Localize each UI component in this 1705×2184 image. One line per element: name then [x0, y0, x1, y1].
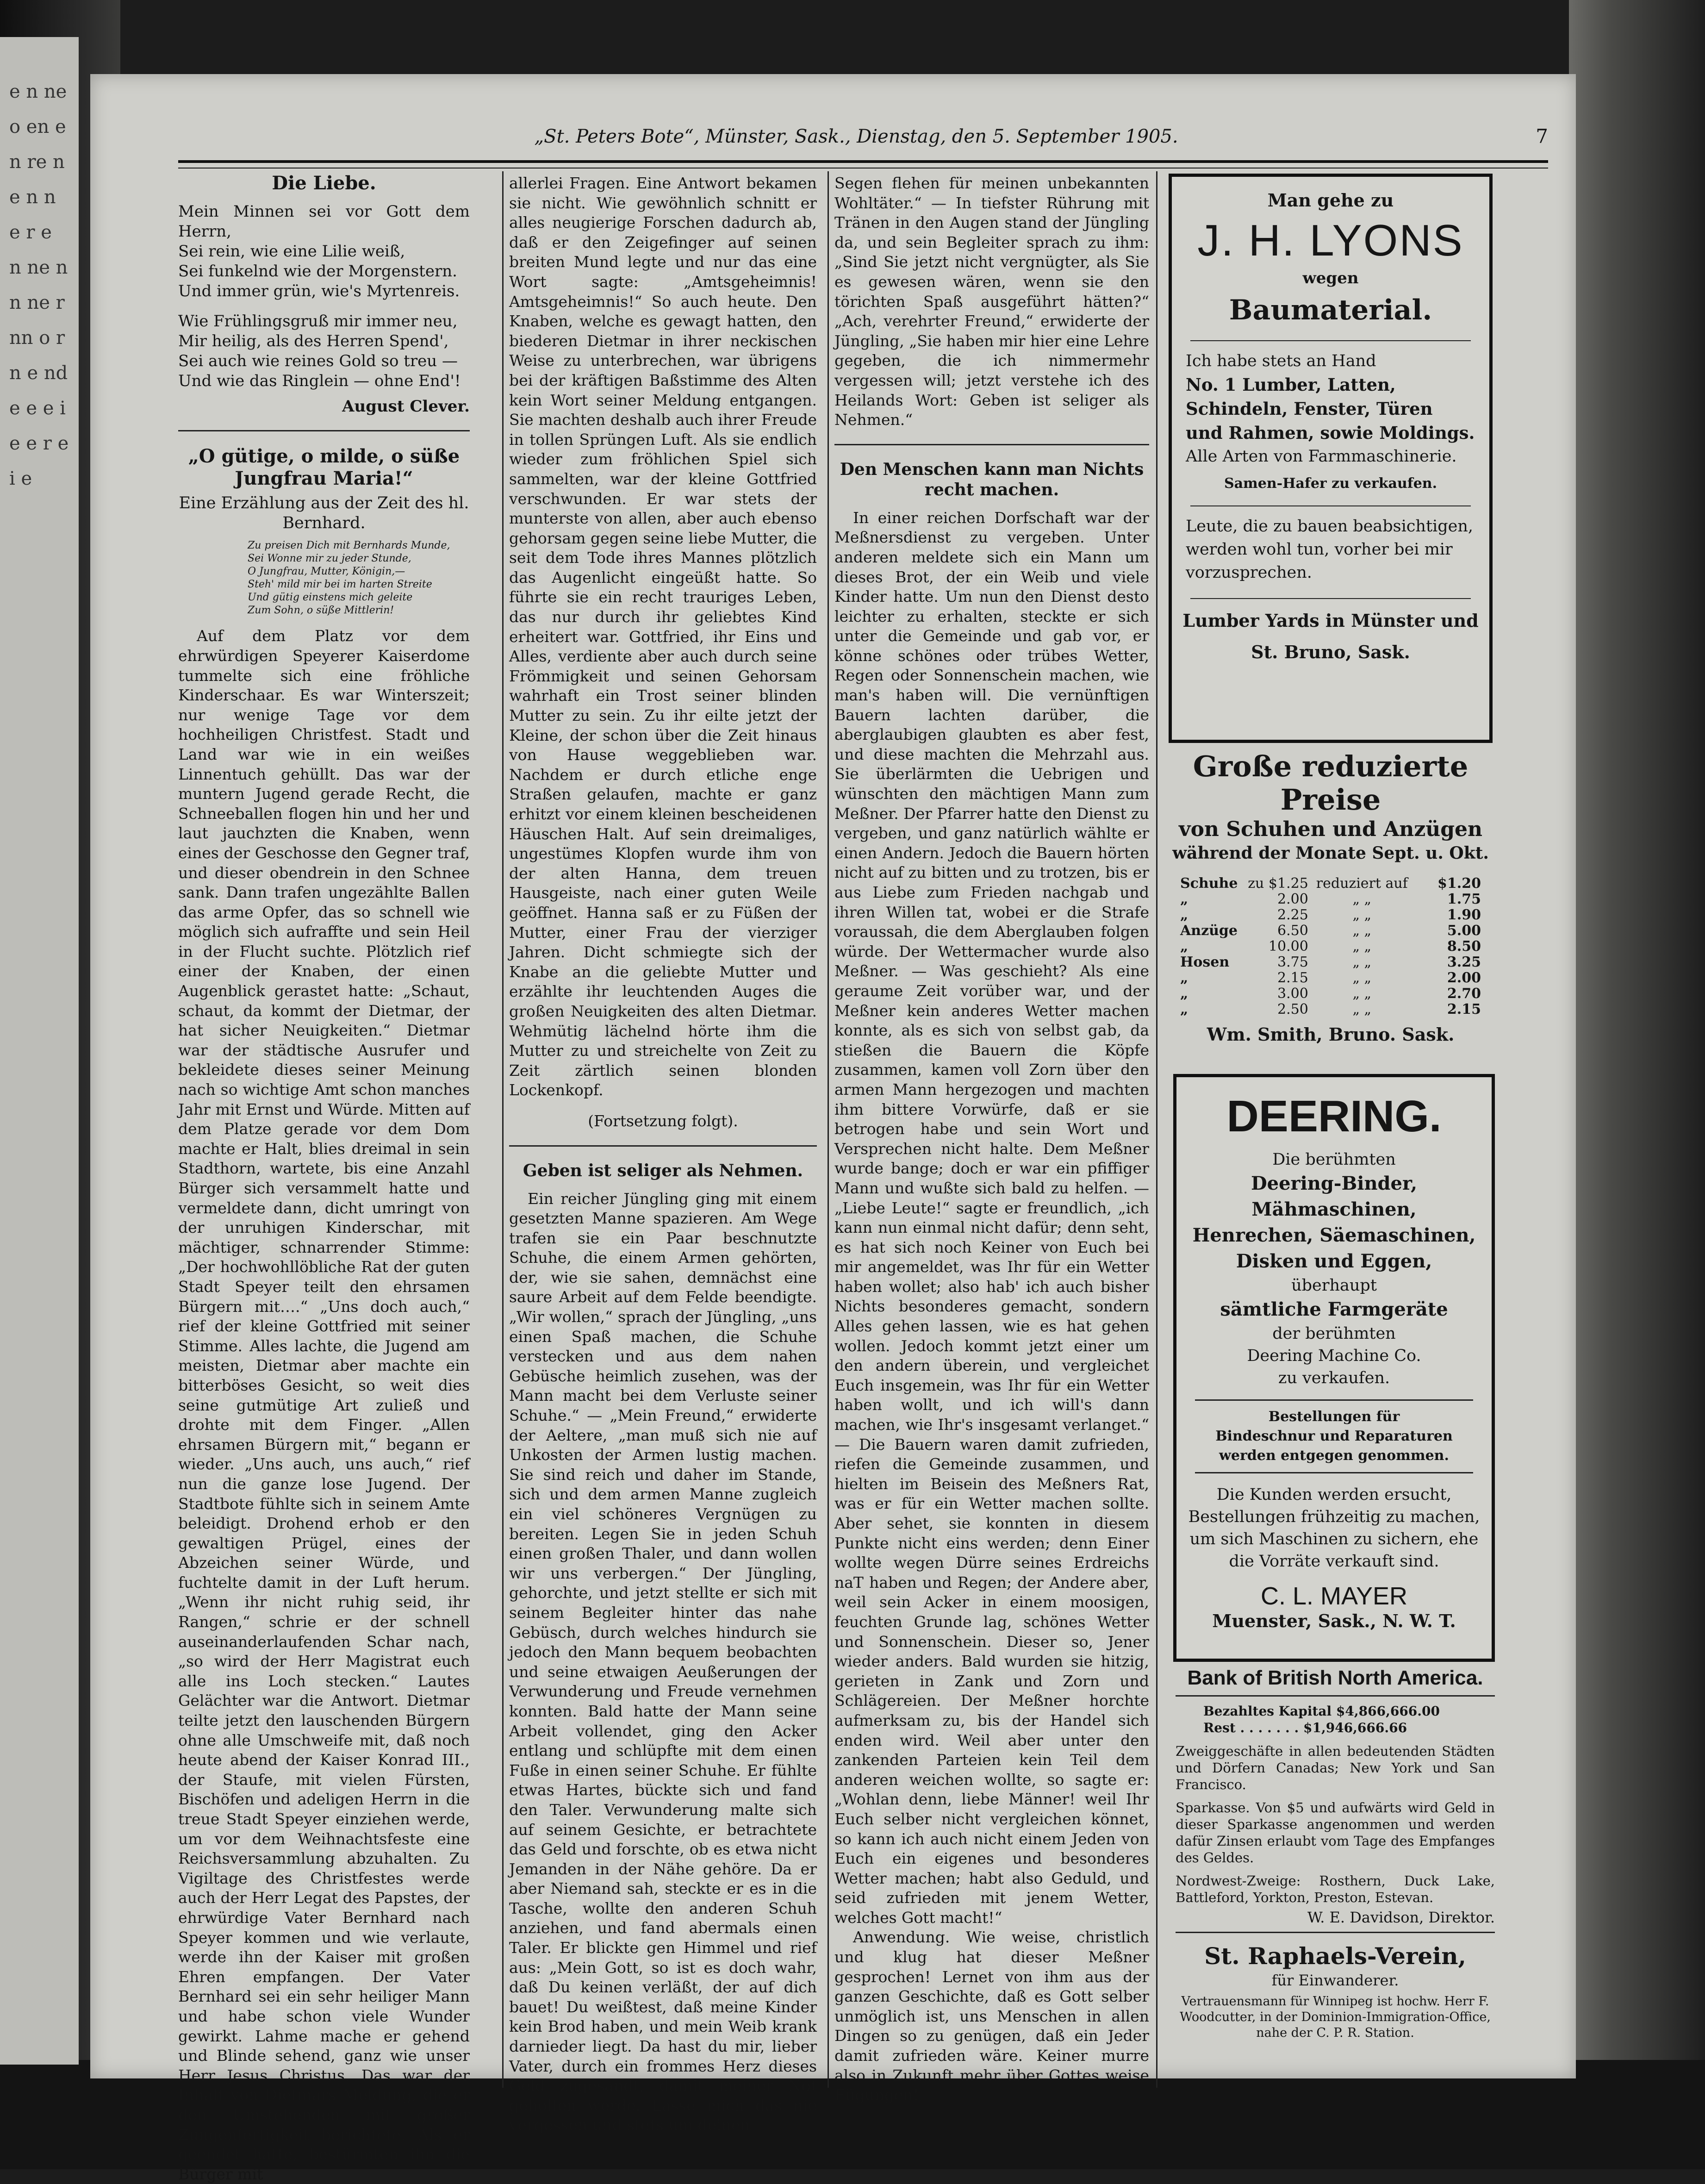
- price-to: 2.15: [1447, 1001, 1481, 1017]
- price-from: zu $1.25: [1248, 875, 1308, 892]
- divider: [834, 444, 1149, 445]
- price-to: 3.25: [1447, 954, 1481, 970]
- deering-title: DEERING.: [1226, 1092, 1442, 1141]
- lyons-yards: Lumber Yards in Münster und: [1182, 610, 1479, 631]
- price-from: 2.15: [1277, 970, 1308, 986]
- deering-orders-box: [1195, 1399, 1473, 1473]
- table-row: [1180, 923, 1481, 939]
- prices-advertisement: [1169, 750, 1493, 1045]
- divider: [178, 430, 470, 431]
- divider: [1190, 598, 1471, 599]
- poem-line: Wie Frühlingsgruß mir immer neu,: [178, 312, 458, 331]
- book-pages-right: [1569, 0, 1705, 2169]
- price-item: „: [1180, 970, 1189, 986]
- price-from: 6.50: [1277, 923, 1308, 939]
- lyons-oats: Samen-Hafer zu verkaufen.: [1224, 475, 1437, 492]
- column-divider: [828, 171, 829, 2088]
- deering-box-line: werden entgegen genommen.: [1219, 1448, 1449, 1464]
- lyons-items: Schindeln, Fenster, Türen: [1186, 399, 1433, 419]
- deering-dealer: C. L. MAYER: [1260, 1582, 1408, 1610]
- table-row: [1180, 907, 1481, 923]
- lyons-items: No. 1 Lumber, Latten,: [1186, 374, 1396, 395]
- deering-line: Deering Machine Co.: [1247, 1347, 1421, 1365]
- bank-savings: Sparkasse. Von $5 und aufwärts wird Geld in dieser Sparkasse angenommen und werden dafür Zinsen erlaubt vom Tage des Empfanges des Geldes.: [1176, 1800, 1495, 1866]
- article-title: Den Menschen kann man Nichts recht machen.: [840, 459, 1144, 499]
- prices-headline: Große reduzierte Preise: [1193, 749, 1469, 817]
- deering-line: Disken und Eggen,: [1236, 1250, 1432, 1272]
- verein-text: Vertrauensmann für Winnipeg ist hochw. Herr F. Woodcutter, in der Dominion-Immigration-Office, nahe der C. P. R. Station.: [1180, 1994, 1491, 2040]
- deering-body: [1176, 1148, 1492, 1389]
- poem-line: Und wie das Ringlein — ohne End'!: [178, 371, 461, 390]
- header-rule: [178, 160, 1548, 168]
- lyons-items: und Rahmen, sowie Moldings.: [1186, 423, 1475, 443]
- price-mid: „ „: [1352, 986, 1372, 1002]
- article-title: Geben ist seliger als Nehmen.: [523, 1161, 803, 1180]
- story-subtitle: Eine Erzählung aus der Zeit des hl. Bernhard.: [179, 494, 469, 532]
- deering-advertisement: [1173, 1074, 1495, 1662]
- deering-note: Die Kunden werden ersucht, Bestellungen frühzeitig zu machen, um sich Maschinen zu sichern, ehe die Vorräte verkauft sind.: [1188, 1485, 1480, 1571]
- price-item: Hosen: [1180, 954, 1230, 970]
- article-body: Ein reicher Jüngling ging mit einem gesetzten Manne spazieren. Am Wege trafen sie ein Paar beschnutzte Schuhe, die einem Armen gehörten, der, wie sie sahen, demnächst eine saure Arbeit auf dem Felde beendigte. „Wir wollen,“ sprach der Jüngling, „uns einen Spaß machen, die Schuhe verstecken und aus dem nahen Gebüsche heimlich zusehen, was der Mann macht bei dem Verluste seiner Schuhe.“ — „Mein Freund,“ erwiderte der Aeltere, „man muß sich nie auf Unkosten der Armen lustig machen. Sie sind reich und daher im Stande, sich und dem armen Manne zugleich ein viel schöneres Vergnügen zu bereiten. Legen Sie in jeden Schuh einen großen Thaler, und dann wollen wir uns verbergen.“ Der Jüngling, gehorchte, und jetzt stellte er sich mit seinem Begleiter hinter das nahe Gebüsch, durch welches hindurch sie jedoch den Mann bequem beobachten und seine etwaigen Aeußerungen der Verwunderung und Freude vernehmen konnten. Bald hatte der Mann seine Arbeit vollendet, ging den Acker entlang und schlüpfte mit dem einen Fuße in einen seiner Schuhe. Er fühlte etwas Hartes, bückte sich und fand den Taler. Verwunderung malte sich auf seinem Gesichte, er betrachtete das Geld und forschte, ob es etwa nicht Jemanden in der Nähe gehöre. Da er aber Niemand sah, steckte er es in die Tasche, wollte den anderen Schuh anziehen, und fand abermals einen Taler. Er blickte gen Himmel und rief aus: „Mein Gott, so ist es doch wahr, daß Du keinen verläßt, der auf dich bauet! Du weißtest, daß meine Kinder kein Brod haben, und mein Weib krank darnieder liegt. Da hast du mir, lieber Vater, durch ein frommes Herz dieses Geld zugesandt, damit meiner Not geholfen werde. Lasse mich das nie vergessen und stets um deinen: [509, 1189, 817, 2134]
- table-row: [1180, 970, 1481, 986]
- article-application: Anwendung. Wie weise, christlich und klug hat dieser Meßner gesprochen! Lernet von ihm aus der ganzen Geschichte, daß es Gott selber unmöglich ist, uns Menschen in allen Dingen so zu genügen, daß ein Jeder damit zufrieden wäre. Keiner murre also in Zukunft mehr über Gottes weise Fügungen!: [834, 1928, 1149, 2104]
- divider: [1190, 340, 1471, 341]
- masthead: „St. Peters Bote“, Münster, Sask., Dienstag, den 5. September 1905.: [534, 126, 1178, 147]
- table-row: [1180, 986, 1481, 1002]
- table-row: [1180, 939, 1481, 955]
- price-item: „: [1180, 891, 1189, 907]
- deering-line: Die berühmten: [1272, 1150, 1396, 1169]
- price-from: 10.00: [1268, 938, 1308, 955]
- price-mid: „ „: [1352, 1001, 1372, 1017]
- price-mid: „ „: [1352, 923, 1372, 939]
- bank-capital: Bezahltes Kapital $4,866,666.00: [1203, 1704, 1440, 1719]
- deering-line: zu verkaufen.: [1278, 1369, 1390, 1387]
- poem-line: Und immer grün, wie's Myrtenreis.: [178, 281, 460, 300]
- deering-line: überhaupt: [1291, 1276, 1377, 1295]
- poem-line: Sei funkelnd wie der Morgenstern.: [178, 262, 457, 281]
- verein-subtitle: für Einwanderer.: [1271, 1972, 1399, 1989]
- table-row: [1180, 955, 1481, 970]
- price-to: 8.50: [1447, 938, 1481, 955]
- lyons-intro: Ich habe stets an Hand: [1186, 352, 1376, 370]
- price-mid: „ „: [1352, 970, 1372, 986]
- table-row: [1180, 876, 1481, 892]
- poem-line: Mein Minnen sei vor Gott dem Herrn,: [178, 202, 470, 241]
- verein-title: St. Raphaels-Verein,: [1204, 1942, 1466, 1970]
- prices-footer: Wm. Smith, Bruno. Sask.: [1207, 1024, 1455, 1045]
- table-row: [1180, 1002, 1481, 1017]
- previous-page-edge: [0, 37, 79, 2065]
- poem-line: Sei auch wie reines Gold so treu —: [178, 351, 458, 370]
- price-mid: „ „: [1352, 938, 1372, 955]
- column-2: [509, 174, 817, 2135]
- story-title: „O gütige, o milde, o süße Jungfrau Maria!“: [188, 445, 460, 490]
- lyons-items: Alle Arten von Farmmaschinerie.: [1186, 447, 1457, 466]
- column-3: [834, 174, 1149, 2105]
- price-from: 2.00: [1277, 891, 1308, 907]
- price-to: 1.75: [1447, 891, 1481, 907]
- poem-title: Die Liebe.: [272, 172, 376, 194]
- deering-box-line: Bestellungen für: [1268, 1409, 1400, 1425]
- deering-line: Henrechen, Säemaschinen,: [1192, 1224, 1476, 1246]
- price-to: 2.70: [1447, 986, 1481, 1002]
- price-from: 3.00: [1277, 986, 1308, 1002]
- lyons-wegen: wegen: [1302, 269, 1359, 287]
- bank-branches: Zweiggeschäfte in allen bedeutenden Städten und Dörfern Canadas; New York und San Francisco.: [1176, 1743, 1495, 1792]
- price-item: „: [1180, 1001, 1189, 1017]
- prices-table: [1180, 876, 1481, 1017]
- divider: [1176, 1932, 1495, 1933]
- column-1: [178, 174, 470, 2184]
- price-mid: „ „: [1352, 907, 1372, 923]
- story-motto: Zu preisen Dich mit Bernhards Munde, Sei Wonne mir zu jeder Stunde, O Jungfrau, Mutter, Königin,— Steh' mild mir bei im harten Streite Und gütig einstens mich geleite Zum Sohn, o süße Mittlerin!: [248, 540, 450, 617]
- page-number: 7: [1536, 125, 1548, 148]
- price-item: „: [1180, 986, 1189, 1002]
- price-item: „: [1180, 938, 1189, 955]
- bank-advertisement: [1176, 1666, 1495, 2041]
- lyons-yards: St. Bruno, Sask.: [1251, 642, 1410, 662]
- bank-title: Bank of British North America.: [1187, 1666, 1483, 1689]
- previous-page-text: e n ne o en en re ne n n e r e n ne n n ne r nn o r n e nd e e e i e e r e i e: [9, 81, 69, 489]
- poem-author: August Clever.: [342, 397, 470, 416]
- article-continued: Segen flehen für meinen unbekannten Wohltäter.“ — In tiefster Rührung mit Tränen in den Augen stand der Jüngling da, und sein Begleiter sprach zu ihm: „Sind Sie jetzt nicht vergnügter, als Sie es gewesen wären, wenn sie den törichten Spaß ausgeführt hätten?“ „Ach, verehrter Freund,“ erwiderte der Jüngling, „Sie haben mir hier eine Lehre gegeben, die ich nimmermehr vergessen will; jetzt verstehe ich des Heilands Wort: Geben ist seliger als Nehmen.“: [834, 174, 1149, 429]
- poem-line: Mir heilig, als des Herren Spend',: [178, 331, 449, 350]
- price-to: 5.00: [1447, 923, 1481, 939]
- deering-city: Muenster, Sask., N. W. T.: [1212, 1610, 1456, 1631]
- deering-line: sämtliche Farmgeräte: [1220, 1298, 1448, 1320]
- divider: [1176, 1695, 1495, 1697]
- deering-box-line: Bindeschnur und Reparaturen: [1215, 1428, 1453, 1444]
- newspaper-page: [90, 74, 1576, 2183]
- divider: [1190, 505, 1471, 506]
- price-mid: „ „: [1352, 954, 1372, 970]
- price-item: Schuhe: [1180, 875, 1238, 892]
- price-item: „: [1180, 907, 1189, 923]
- deering-line: Deering-Binder, Mähmaschinen,: [1251, 1173, 1418, 1220]
- bank-northwest: Nordwest-Zweige: Rosthern, Duck Lake, Battleford, Yorkton, Preston, Estevan.: [1176, 1873, 1495, 1905]
- article-body: In einer reichen Dorfschaft war der Meßnersdienst zu vergeben. Unter anderen meldete sich ein Mann um dieses Brot, der ein Weib und viele Kinder hatte. Um nun den Dienst desto leichter zu erhalten, steckte er sich unter die Gemeinde und gab vor, er könne schönes oder trübes Wetter, Regen oder Sonnenschein machen, wie man's haben will. Die vernünftigen Bauern lachten darüber, die aberglaubigen glaubten es aber fest, und diese machten die Mehrzahl aus. Sie überlärmten die Uebrigen und wünschten den mächtigen Mann zum Meßner. Der Pfarrer hatte den Dienst zu vergeben, und ganz natürlich wählte er einen Andern. Jedoch die Bauern hörten nicht auf zu bitten und zu trotzen, bis er aus Liebe zum Frieden nachgab und ihren Willen tat, wobei er die Strafe voraussah, die dem Aberglauben folgen würde. Der Wettermacher wurde also Meßner. — Was geschieht? Als eine geraume Zeit vorüber war, und der Meßner kein anderes Wetter machen konnte, als es sich von selbst gab, da stießen die Bauern die Köpfe zusammen, kamen voll Zorn über den armen Mann hergezogen und machten ihm bittere Vorwürfe, daß er sie betrogen habe und sein Wort und Versprechen nicht halte. Dem Meßner wurde bange; doch er war ein pfiffiger Mann und wußte sich bald zu helfen. — „Liebe Leute!“ sagte er freundlich, „ich kann nun einmal nicht dafür; denn seht, es hat sich noch Keiner von Euch bei mir angemeldet, was Ihr für ein Wetter haben wollet; also hab' ich auch bisher Nichts besonderes gemacht, sondern Alles gehen lassen, wie es hat gehen wollen. Jedoch kommt jetzt einer um den andern überein, und vergleichet Euch insgemein, was Ihr für ein Wetter haben wollt, und ich will's dann machen, wie Ihr's insgesamt verlanget.“ — Die Bauern waren damit zufrieden, riefen die Gemeinde zusammen, und hielten im Beisein des Meßners Rat, was er für ein Wetter machen sollte. Aber sehet, sie konnten in diesem Punkte nicht eins werden; denn Einer wollte wegen Dürre seines Erdreichs naT haben und Regen; der Andere aber, weil sein Acker in einem moosigen, feuchten Grunde lag, schönes Wetter und Sonnenschein. Dieser so, Jener wieder anders. Bald wurden sie hitzig, gerieten in Zank und Zorn und Schlägereien. Der Meßner horchte aufmerksam zu, bis der Handel sich enden wird. Weil aber unter den zankenden Parteien kein Teil dem anderen weichen wollte, so sagte er: „Wohlan denn, liebe Männer! weil Ihr Euch selber nicht vergleichen könnet, so kann ich auch nicht einem Jeden von Euch ein eigenes und besonderes Wetter machen; habt also Geduld, und seid zufrieden mit jenem Wetter, welches Gott macht!“: [834, 508, 1149, 1927]
- price-from: 2.50: [1277, 1001, 1308, 1017]
- column-divider: [1156, 171, 1157, 2088]
- price-from: 3.75: [1277, 954, 1308, 970]
- bank-rest: Rest . . . . . . . $1,946,666.66: [1203, 1720, 1407, 1735]
- price-to: $1.20: [1437, 875, 1481, 892]
- bank-signature: W. E. Davidson, Direktor.: [1307, 1909, 1495, 1926]
- lyons-name: J. H. LYONS: [1197, 216, 1464, 265]
- prices-subheadline: von Schuhen und Anzügen: [1179, 817, 1482, 841]
- lyons-advertisement: [1169, 174, 1493, 743]
- column-divider: [502, 171, 504, 2088]
- to-be-continued: (Fortsetzung folgt).: [588, 1111, 738, 1130]
- price-item: Anzüge: [1180, 923, 1238, 939]
- price-to: 2.00: [1447, 970, 1481, 986]
- divider: [509, 1145, 817, 1147]
- poem-line: Sei rein, wie eine Lilie weiß,: [178, 242, 405, 261]
- story-continued: allerlei Fragen. Eine Antwort bekamen sie nicht. Wie gewöhnlich schnitt er alles neugierige Forschen dadurch ab, daß er den Zeigefinger auf seinen breiten Mund legte und nur das eine Wort sagte: „Amtsgeheimnis! Amtsgeheimnis!“ So auch heute. Den Knaben, welche es gewagt hatten, den biederen Dietmar in ihrer neckischen Weise zu unterbrechen, war übrigens bei der kräftigen Baßstimme des Alten kein Wort seiner Meldung entgangen. Sie machten deshalb auch ihrer Freude in tollen Sprüngen Luft. Als sie endlich wieder zum fröhlichen Spiel sich sammelten, war der kleine Gottfried verschwunden. Er war stets der munterste von allen, aber auch ebenso gehorsam gegen seine liebe Mutter, die seit dem Tode ihres Mannes plötzlich das Augenlicht eingeüßt hatte. So führte sie ein recht trauriges Leben, das nur durch ihr geliebtes Kind erheitert war. Gottfried, ihr Eins und Alles, verdiente aber auch durch seine Frömmigkeit und seinen Gehorsam wahrhaft ein Trost seiner blinden Mutter zu sein. Zu ihr eilte jetzt der Kleine, der schon über die Zeit hinaus von Hause weggeblieben war. Nachdem er durch etliche enge Straßen gelaufen, machte er ganz erhitzt vor einem kleinen bescheidenen Häuschen Halt. Auf sein dreimaliges, ungestümes Klopfen wurde ihm von der alten Hanna, dem treuen Hausgeiste, nach einer guten Weile geöffnet. Hanna saß er zu Füßen der Mutter, einer Frau der vierziger Jahren. Dicht schmiegte sich der Knabe an die geliebte Mutter und erzählte ihr leuchtenden Auges die großen Neuigkeiten des alten Dietmar. Wehmütig lächelnd hörte ihm die Mutter zu und streichelte von Zeit zu Zeit zärtlich seinen blonden Lockenkopf.: [509, 174, 817, 1099]
- story-body: Auf dem Platz vor dem ehrwürdigen Speyerer Kaiserdome tummelte sich eine fröhliche Kinderschaar. Es war Winterszeit; nur wenige Tage vor dem hochheiligen Christfest. Stadt und Land war wie in ein weißes Linnentuch gehüllt. Das war der muntern Jugend gerade Recht, die Schneeballen flogen hin und her und laut jauchzten die Knaben, wenn eines der Geschosse den Gegner traf, und dieser obendrein in den Schnee sank. Dann trafen ungezählte Ballen das arme Opfer, das so schnell wie möglich sich aufraffte und sein Heil in der Flucht suchte. Plötzlich rief einer der Knaben, der einen Augenblick gerastet hatte: „Schaut, schaut, da kommt der Dietmar, der hat sicher Neuigkeiten.“ Dietmar war der städtische Ausrufer und bekleidete dieses seiner Meinung nach so wichtige Amt schon manches Jahr mit Ernst und Würde. Mitten auf dem Platze gerade vor dem Dom machte er Halt, blies dreimal in sein Stadthorn, wartete, bis eine Anzahl Bürger sich versammelt hatte und vermeldete dann, dicht umringt von der unruhigen Kinderschar, mit mächtiger, schnarrender Stimme: „Der hochwohllöbliche Rat der guten Stadt Speyer teilt den ehrsamen Bürgern mit….“ „Uns doch auch,“ rief der kleine Gottfried mit seiner Stimme. Alles lachte, die Jugend am meisten, Dietmar aber machte ein bitterböses Gesicht, so weit dies seine gutmütige Art zuließ und drohte mit dem Finger. „Allen ehrsamen Bürgern mit,“ begann er wieder. „Uns auch, uns auch,“ rief nun die ganze lose Jugend. Der Stadtbote fühlte sich in seinem Amte beleidigt. Drohend erhob er den gewaltigen Prügel, eines der Abzeichen seiner Würde, und fuchtelte damit in der Luft herum. „Wenn ihr nicht ruhig seid, ihr Rangen,“ schrie er der schnell auseinanderlaufenden Schar nach, „so wird der Herr Magistrat euch alle ins Loch stecken.“ Lautes Gelächter war die Antwort. Dietmar teilte jetzt den lauschenden Bürgern ohne alle Umschweife mit, daß noch heute abend der Kaiser Konrad III., der Staufe, mit vielen Fürsten, Bischöfen und adeligen Herrn in die treue Stadt Speyer einziehen werde, um vor dem Weihnachtsfeste eine Reichsversammlung abzuhalten. Zu Vigiltage des Christfestes werde auch der Herr Legat des Papstes, der ehrwürdige Vater Bernhard nach Speyer kommen und wie verlaute, werde ihn der Kaiser mit großen Ehren empfangen. Der Vater Bernhard sei ein sehr heiliger Mann und habe schon viele Wunder gewirkt. Lahme mache er gehend und Blinde sehend, ganz wie unser Herr Jesus Christus. Das war der Inhalt von Dietmars Meldung, die er den Umstehenden mit großer Zungenfertigkeit berichtete. Als er geendet hatte, bestürmten ihn die Bürger mit: [178, 627, 470, 2183]
- price-from: 2.25: [1277, 907, 1308, 923]
- deering-line: der berühmten: [1272, 1324, 1396, 1343]
- lyons-pre: Man gehe zu: [1267, 190, 1394, 211]
- price-to: 1.90: [1447, 907, 1481, 923]
- lyons-note: Leute, die zu bauen beabsichtigen, werden wohl tun, vorher bei mir vorzusprechen.: [1186, 517, 1473, 582]
- table-row: [1180, 892, 1481, 907]
- price-mid: reduziert auf: [1316, 875, 1408, 892]
- prices-period: während der Monate Sept. u. Okt.: [1172, 843, 1489, 863]
- price-mid: „ „: [1352, 891, 1372, 907]
- lyons-material: Baumaterial.: [1229, 294, 1432, 326]
